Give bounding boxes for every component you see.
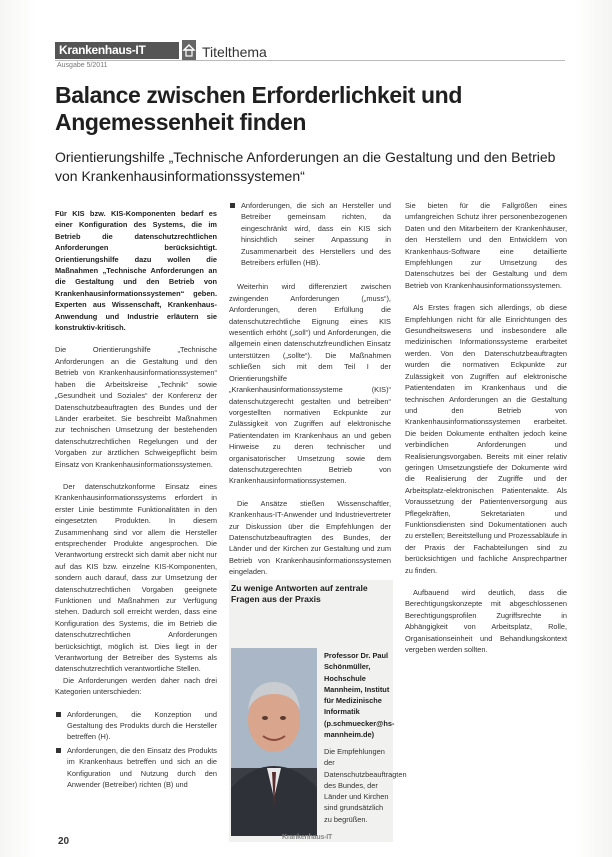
article-title: Balance zwischen Erforderlichkeit und Angemessenheit finden: [55, 82, 462, 135]
body-paragraph: Die Anforderungen werden daher nach drei Kategorien unterschieden:: [55, 675, 217, 697]
article-lead: Für KIS bzw. KIS-Komponenten bedarf es einer Konfiguration des Systems, die im Betrieb die datenschutzrechtlichen Anforderungen berücksichtigt. Orientierungshilfe dazu wollen die Maßnahmen „Technische Anforderungen an die Gestaltung und den Betrieb von Krankenhausinformationssystemen“ geben. Experten aus Wissenschaft, Krankenhaus-Anwendung und Industrie erläutern sie konstruktiv-kritisch.: [55, 209, 217, 333]
header-divider: [55, 60, 565, 61]
expert-statement: Die Empfehlungen der Datenschutzbeauftragten des Bundes, der Länder und Kirchen sind grundsätzlich zu begrüßen.: [324, 747, 407, 824]
body-paragraph: Der datenschutzkonforme Einsatz eines Krankenhausinformationssystems erfordert in erster Linie bestimmte Funktionalitäten in den eingesetzten Produkten. In diesem Zusammenhang sind vor allem die Hersteller entsprechender Produkte angesprochen. Die Verantwortung erstreckt sich damit aber nicht nur auf das KIS bzw. einzelne KIS-Komponenten, sondern auch darauf, dass zur Umsetzung der datenschutzrechtlichen Vorgaben geeignete Funktionen und Maßnahmen zur Verfügung stehen. Dadurch soll erreicht werden, dass eine Konfiguration des Systems, die im Betrieb die datenschutzrechtlichen Anforderungen berücksichtigt, möglich ist. Dies liegt in der Verantwortung der Betreiber des Systems als datenschutzrechtlich verantwortliche Stellen.: [55, 481, 217, 674]
list-item: Anforderungen, die Konzeption und Gestaltung des Produkts durch die Hersteller betreffen (H).: [55, 709, 217, 743]
body-paragraph: Aufbauend wird deutlich, dass die Berechtigungskonzepte mit abgeschlossenen Berechtigungsprofilen Zugriffsrechte in Abhängigkeit von Arbeitsplatz, Rolle, Organisationseinheit und Behandlungskontext vergeben werden sollten.: [405, 588, 567, 655]
body-paragraph: Als Erstes fragen sich allerdings, ob diese Empfehlungen nicht für alle Einrichtungen des Gesundheitswesens und insbesondere alle medizinischen Informationssysteme erarbeitet werden. Von den Datenschutzbeauftragten wurden die normativen Eckpunkte zur Zulässigkeit von Zugriffen auf elektronische Patientendaten im Krankenhaus und die technischen Anforderungen an die Gestaltung und den Betrieb von Krankenhausinformationssystemen erarbeitet. Die beiden Dokumente enthalten jedoch keine verbindlichen Anforderungen und Realisierungsvorgaben. Bereits mit einer relativ geringen Umsetzungstiefe der Dokumente wird die Realisierung der Zugriffe und der Arbeitsplatz-elektronischen Patientenakte. Als Voraussetzung der Patientenversorgung aus Pflegekräften, Sekretariaten und Funktionsdiensten sind Dokumentationen auch zu erstellen; Bereitstellung und Prozessabläufe in der Praxis der Fachabteilungen sind zu berücksichtigen und fachliche Ansprechpartner zu finden.: [405, 303, 567, 575]
footer-brand: Krankenhaus-IT: [282, 834, 333, 841]
magazine-logo: Krankenhaus-IT: [55, 42, 179, 59]
body-paragraph: Sie bieten für die Fallgrößen eines umfangreichen Schutz ihrer personenbezogenen Daten und den Mitarbeitern der Krankenhäuser, den Herstellern und den Entwicklern von Krankenhaus-Software eine detaillierte Empfehlungen zur Umsetzung des Datenschutzes bei der Gestaltung und dem Betrieb von Krankenhausinformationssystemen.: [405, 201, 567, 290]
list-item: Anforderungen, die den Einsatz des Produkts im Krankenhaus betreffen und sich an die Konfiguration und Nutzung durch den Anwender (Betreiber) richten (B) und: [55, 745, 217, 791]
house-icon: [182, 40, 196, 60]
requirement-list: [229, 200, 391, 268]
article-subtitle: Orientierungshilfe „Technische Anforderungen an die Gestaltung und den Betrieb von Krankenhausinformationssystemen“: [55, 149, 556, 184]
expert-box-title: Zu wenige Antworten auf zentrale Fragen aus der Praxis: [231, 583, 368, 604]
expert-portrait: [231, 648, 317, 836]
list-item: Anforderungen, die sich an Hersteller und Betreiber gemeinsam richten, da eingeschränkt wird, dass ein KIS sich hinsichtlich seiner Anpassung in Zusammenarbeit des Herstellers und des Betreibers erfüllen (HB).: [229, 200, 391, 268]
issue-label: Ausgabe 5/2011: [57, 62, 108, 69]
section-label: Titelthema: [202, 44, 267, 60]
column-2: [229, 200, 391, 578]
page-number: 20: [58, 836, 70, 847]
requirement-list: [55, 709, 217, 791]
body-paragraph: Weiterhin wird differenziert zwischen zwingenden Anforderungen („muss“), Anforderungen, deren Erfüllung die datenschutzrechtliche Eignung eines KIS wesentlich erhöht („soll“) und Anforderungen, die allgemein einen datenschutzfreundlichen Einsatz unterstützen („sollte“). Die Maßnahmen schließen sich mit dem Teil I der Orientierungshilfe „Krankenhausinformationssysteme (KIS)“ datenschutzgerecht gestalten und betreiben“ vorgestellten normativen Eckpunkte zur Zulässigkeit von Zugriffen auf elektronische Patientendaten im Krankenhaus an und geben Hinweise zu deren technischer und organisatorischer Umsetzung sowie dem datenschutzgerechten Betrieb von Krankenhausinformationssystemen.: [229, 282, 391, 486]
column-1: [55, 208, 217, 793]
expert-bio: Professor Dr. Paul Schönmüller, Hochschule Mannheim, Institut für Medizinische Informatik (p.schmuecker@hs-mannheim.de): [324, 651, 395, 740]
body-paragraph: Die Ansätze stießen Wissenschaftler, Krankenhaus-IT-Anwender und Industrievertreter zur Diskussion über die Empfehlungen der Datenschutzbeauftragten des Bundes, der Länder und der Kirchen zur Gestaltung und zum Betrieb von Krankenhausinformationssystemen eingeladen.: [229, 498, 391, 577]
column-3: [405, 200, 567, 655]
body-paragraph: Die Orientierungshilfe „Technische Anforderungen an die Gestaltung und den Betrieb von Krankenhausinformationssystemen“ haben die Arbeitskreise „Technik“ sowie „Gesundheit und Soziales“ der Konferenz der Datenschutzbeauftragten des Bundes und der Länder erarbeitet. Sie beschreibt Maßnahmen zur technischen Umsetzung der bestehenden datenschutzrechtlichen Regelungen und der Vorgaben zur ärztlichen Schweigepflicht beim Einsatz von Krankenhausinformationssystemen.: [55, 345, 217, 469]
